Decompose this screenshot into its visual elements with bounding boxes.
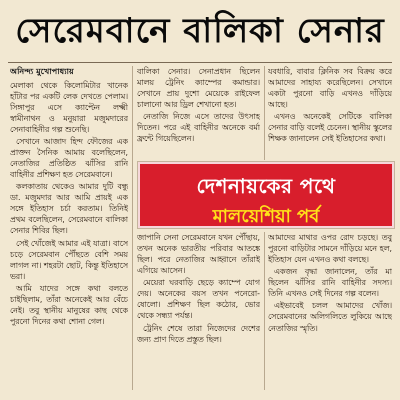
column-2-paragraph: জাপানি সেনা সেরেমবানে যখন পৌঁছায়, তখন অনেক ভারতীয় পরিবার আতঙ্কে ছিল। পরে নেতাজির আহ্বানে তাঁরাই এগিয়ে আসেন। [137,233,260,276]
column-2-top [137,66,260,160]
headline-rule [8,62,392,63]
banner-subtitle: মালয়েশিয়া পর্ব [212,206,320,227]
byline: অনিন্দ্য মুখোপাধ্যায় [10,66,74,76]
column-3-paragraph: যবধারি, বাবার ক্লিনিক সব বিক্রয় করে আমাদের সাহায্য করেছিলেন। সেখানে একটা পুরনো বাড়ি এখনও দাঁড়িয়ে আছে। [268,67,392,110]
column-1-paragraph: সেই খোঁজেই আমার এই যাত্রা। বাসে চড়ে সেরেমবান পৌঁছতে বেশি সময় লাগল না। শহরটা ছোট, কিন্তু ইতিহাসে ভরা। [10,238,128,281]
column-3-top [268,66,392,160]
column-divider [264,66,265,160]
series-banner [138,162,394,228]
column-3-paragraph: এইভাবেই চলল আমাদের খোঁজ। সেরেমবানের অলিগলিতে লুকিয়ে আছে নেতাজির স্মৃতি। [268,301,392,333]
column-1-paragraph: কলকাতায় থেকেও আমার দুটি বন্ধু ডা. মজুমদার আর আমি প্রায়ই এক সঙ্গে ইতিহাস চর্চা করতাম। তিনিই প্রথম বলেছিলেন, সেরেমবানে বালিকা সেনার শিবির ছিল। [10,182,128,236]
column-divider [132,66,133,390]
column-3-paragraph: একজন বৃদ্ধা জানালেন, তাঁর মা ছিলেন ঝাঁসির রানি বাহিনীর সদস্য। তিনি এখনও সেই দিনের গল্প বলেন। [268,267,392,299]
column-1-paragraph: মেলাকা থেকে কিলোমিটার খানেক হাঁটার পর একটি লেক দেখতে পেলাম। সিঙ্গাপুর এসে ক্যাপ্টেন লক্ষ্মী স্বামীনাথন ও মনুয়ারা মজুমদারের সেনাবাহিনীর গল্প শুনেছি। [10,80,128,134]
column-divider [264,232,265,390]
column-2-bottom [137,232,260,390]
column-3-paragraph: এখনও অনেকেই সেটিকে বালিকা সেনার বাড়ি বলেই চেনেন। স্থানীয় স্কুলের শিক্ষক জানালেন সেই ইতিহাসের কথা। [268,112,392,144]
column-3-paragraph: আমাদের মাথার ওপর রোদ চড়ছে। তবু পুরনো বাড়িটার সামনে দাঁড়িয়ে মনে হল, ইতিহাস যেন এখনও কথা বলছে। [268,233,392,265]
column-1-paragraph: আমি যাদের সঙ্গে কথা বলতে চাইছিলাম, তাঁরা অনেকেই আর বেঁচে নেই। তবু স্থানীয় মানুষের কাছ থেকে পুরনো দিনের কথা শোনা গেল। [10,283,128,326]
column-2-paragraph: ট্রেনিং শেষে তারা নিজেদের দেশের জন্য প্রাণ দিতে প্রস্তুত ছিল। [137,323,260,344]
headline: সেরেমবানে বালিকা সেনার [15,11,385,51]
column-3-bottom [268,232,392,390]
column-2-paragraph: নেতাজি নিজে এসে তাদের উৎসাহ দিতেন। পরে এই বাহিনীর অনেকে বর্মা ফ্রন্টে গিয়েছিলেন। [137,112,260,144]
banner-title: দেশনায়কের পথে [196,174,336,198]
column-1-paragraph: সেখানে আজাদ হিন্দ ফৌজের এক প্রাক্তন সৈনিক আমায় বলেছিলেন, নেতাজির প্রতিষ্ঠিত ঝাঁসির রানি বাহিনীর প্রশিক্ষণ হত সেরেমবানে। [10,136,128,180]
column-2-paragraph: মেয়েরা ঘরবাড়ি ছেড়ে ক্যাম্পে যোগ দেয়। অনেকের বয়স তখন পনেরো-ষোলো। প্রশিক্ষণ ছিল কঠোর, ভোর থেকে সন্ধ্যা পর্যন্ত। [137,278,260,321]
column-1 [10,66,128,390]
column-2-paragraph: বালিকা সেনার। সেনাপ্রধান ছিলেন মালয় ট্রেনিং ক্যাম্পের কমান্ডার। সেখানে প্রায় দুশো মেয়েকে রাইফেল চালানো আর ড্রিল শেখানো হত। [137,67,260,110]
